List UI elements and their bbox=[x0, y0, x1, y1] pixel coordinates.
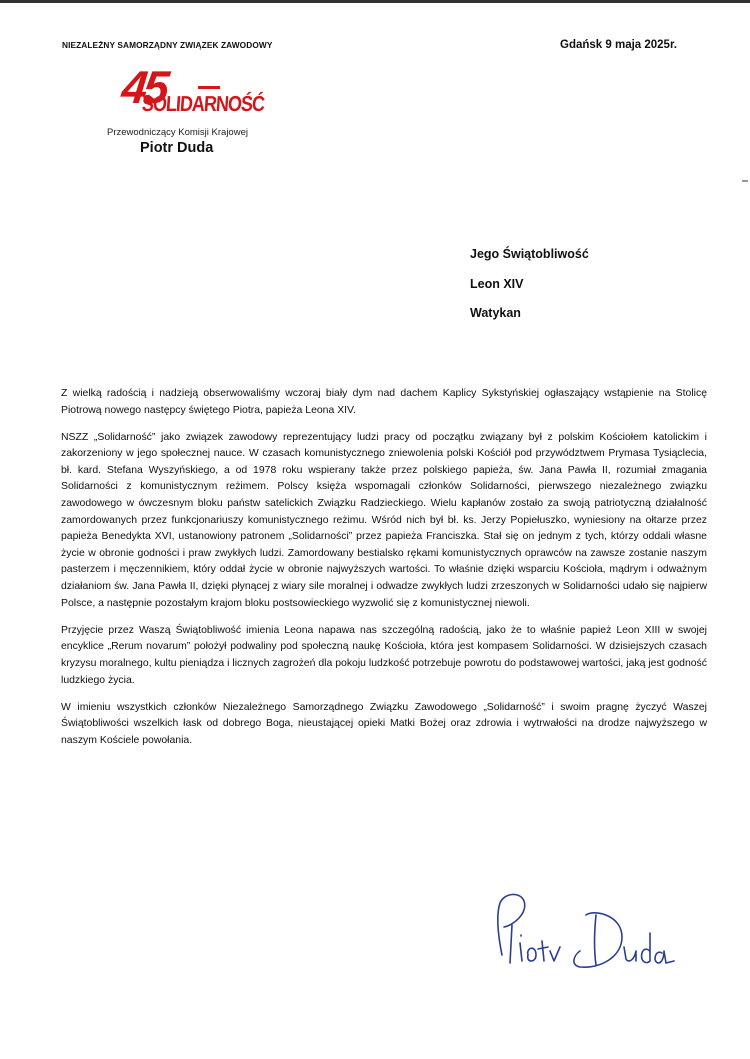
recipient-block bbox=[470, 244, 589, 333]
chair-title: Przewodniczący Komisji Krajowej bbox=[107, 127, 248, 138]
logo-wordmark: SOLIDARNOŚĆ bbox=[141, 91, 265, 116]
recipient-title: Jego Świątobliwość bbox=[470, 247, 589, 261]
handwritten-signature bbox=[490, 885, 680, 975]
recipient-place: Watykan bbox=[470, 306, 521, 320]
signature-stroke-iotr bbox=[520, 935, 560, 961]
logo-number: 45 bbox=[119, 61, 168, 113]
scan-top-edge bbox=[0, 0, 750, 3]
paragraph-1: Z wielką radością i nadzieją obserwowaliśmy wczoraj biały dym nad dachem Kaplicy Sykstyńskiej ogłaszający wstąpienie na Stolicę Piotrową nowego następcy świętego Piotra, papieża Leona XIV. bbox=[61, 388, 707, 416]
paragraph-2: NSZZ „Solidarność” jako związek zawodowy reprezentujący ludzi pracy od początku związany był z polskim Kościołem katolickim i zakorzeniony w jego społecznej nauce. W czasach komunistycznego zniewolenia polski Kościół pod przywództwem Prymasa Tysiąclecia, bł. kard. Stefana Wyszyńskiego, a od 1978 roku wspierany także przez polskiego papieża, św. Jana Pawła II, rozumiał zmagania Solidarności z komunistycznym reżimem. Polscy księża wspomagali członków Solidarności, pierwszego niezależnego związku zawodowego w ówczesnym bloku państw satelickich Związku Radzieckiego. Wielu kapłanów zostało za swoją patriotyczną działalność zamordowanych przez funkcjonariuszy komunistycznego reżimu. Wśród nich był bł. ks. Jerzy Popiełuszko, wyniesiony na ołtarze przez papieża Benedykta XVI, ustanowiony patronem „Solidarności” przez papieża Franciszka. Stał się on jednym z tych, którzy oddali własne życie w obronie godności i praw zwykłych ludzi. Zamordowany bestialsko rękami komunistycznych oprawców na zawsze zostanie naszym pasterzem i męczennikiem, który oddał życie w obronie najwyższych wartości. To właśnie dzięki wsparciu Kościoła, mądrym i odważnym działaniom św. Jana Pawła II, dzięki płynącej z wiary sile moralnej i odwadze zwykłych ludzi zrzeszonych w Solidarności udało się najpierw Polsce, a następnie pozostałym krajom bloku postsowieckiego wyzwolić się z komunistycznej niewoli. bbox=[61, 431, 707, 609]
logo-flag-icon bbox=[198, 86, 220, 97]
paragraph-3: Przyjęcie przez Waszą Świątobliwość imienia Leona napawa nas szczególną radością, jako że to właśnie papież Leon XIII w swojej encyklice „Rerum novarum” położył podwaliny pod społeczną naukę Kościoła, która jest kompasem Solidarności. W dzisiejszych czasach kryzysu moralnego, kultu pieniądza i licznych zagrożeń dla pokoju ludzkość potrzebuje powrotu do podstawowej wartości, jaką jest godność ludzkiego życia. bbox=[61, 624, 707, 686]
signature-stroke-d bbox=[574, 913, 622, 967]
paragraph-4: W imieniu wszystkich członków Niezależnego Samorządnego Związku Zawodowego „Solidarność” i swoim pragnę życzyć Waszej Świątobliwości wszelkich łask od dobrego Boga, nieustającej opieki Matki Bożej oraz zdrowia i wytrwałości na drodze najwyższego w naszym Kościele powołania. bbox=[61, 701, 707, 746]
scan-margin-mark bbox=[742, 180, 748, 182]
solidarnosc-45-logo bbox=[112, 61, 265, 124]
signature-stroke-uda bbox=[624, 933, 674, 963]
signature-stroke-p-stem bbox=[510, 925, 512, 963]
chair-name: Piotr Duda bbox=[140, 140, 214, 156]
letter-body bbox=[61, 386, 707, 760]
organization-name: NIEZALEŻNY SAMORZĄDNY ZWIĄZEK ZAWODOWY bbox=[62, 40, 273, 50]
recipient-name: Leon XIV bbox=[470, 276, 524, 291]
letter-date: Gdańsk 9 maja 2025r. bbox=[560, 39, 677, 51]
